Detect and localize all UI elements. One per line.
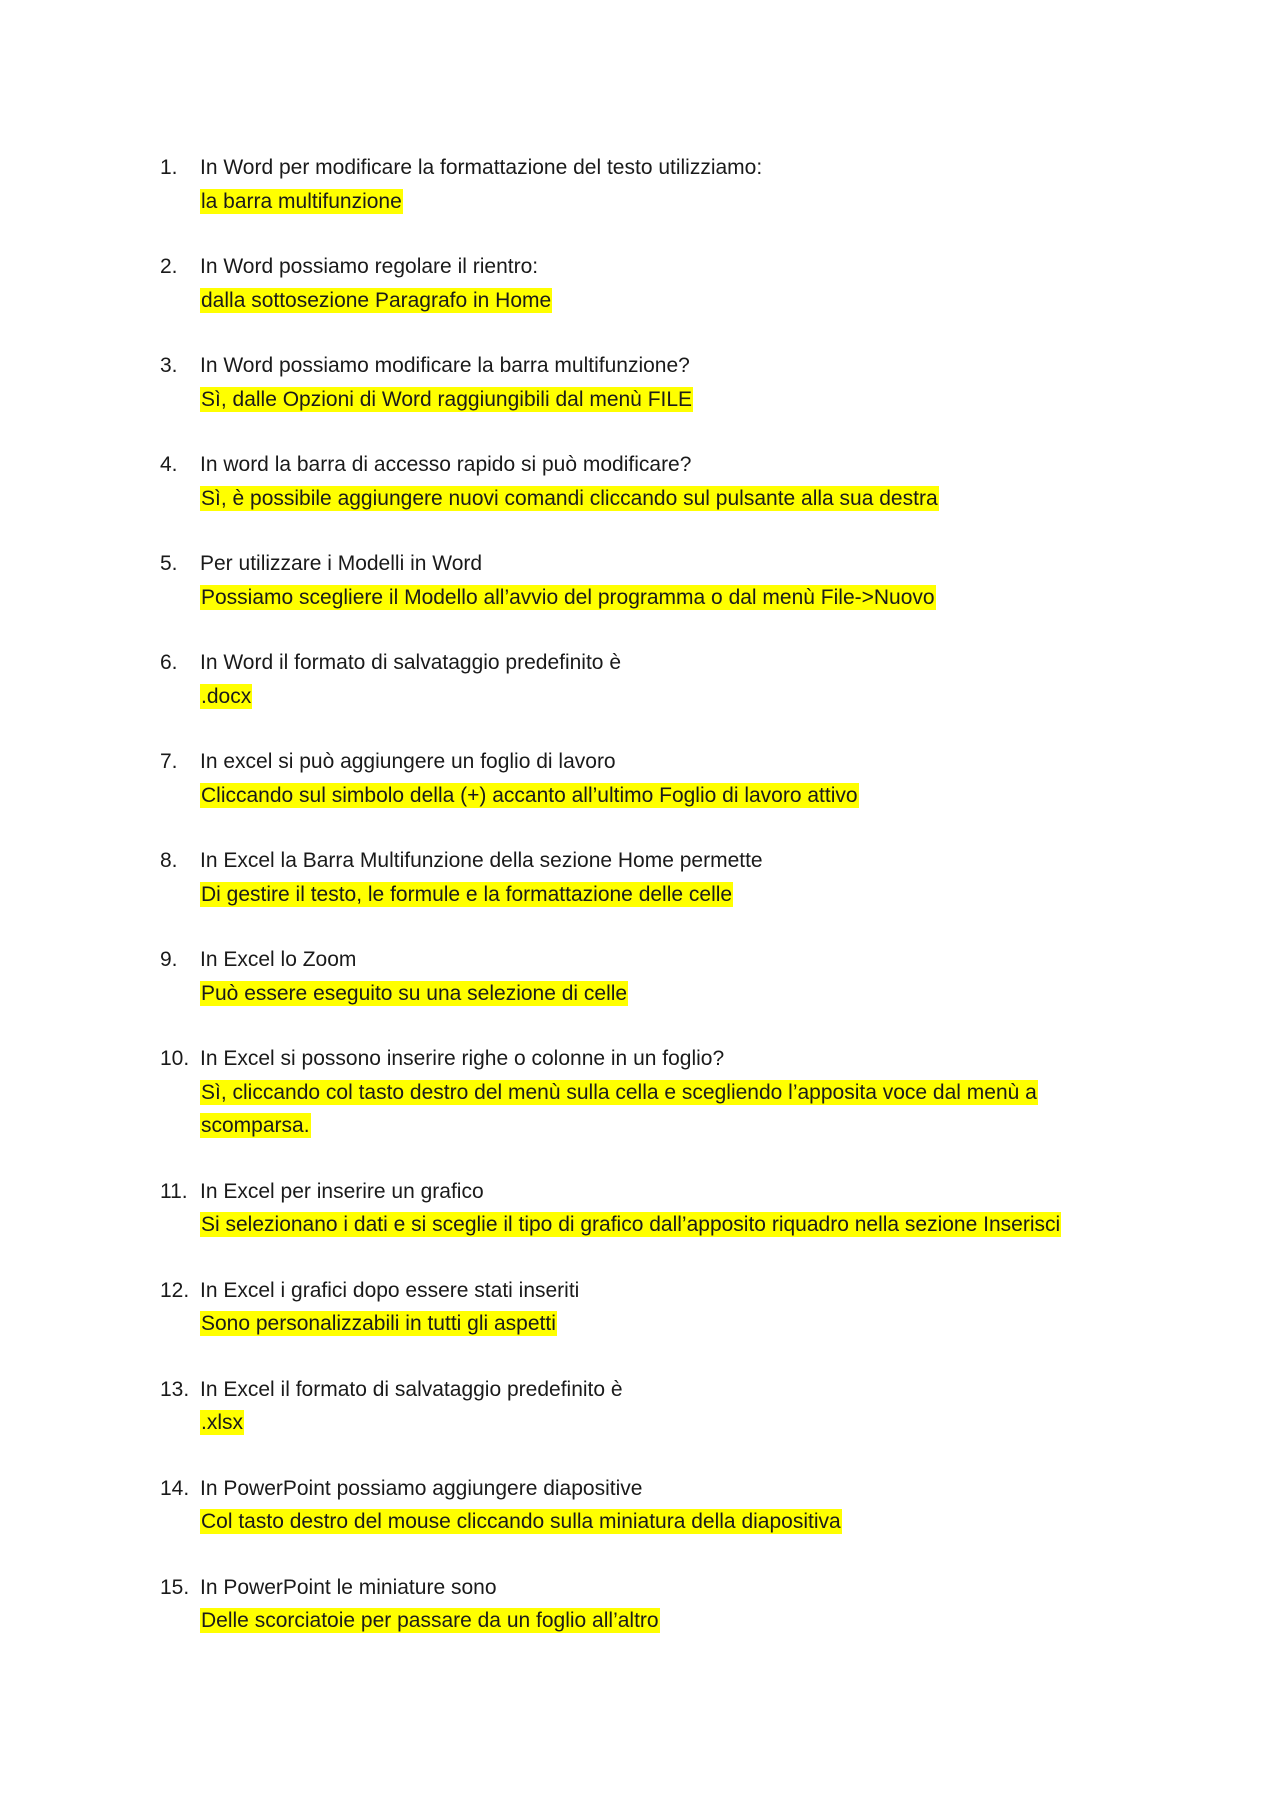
answer-line [200, 383, 1120, 417]
question-text: In Word possiamo modificare la barra multifunzione? [200, 354, 690, 377]
item-number: 2. [160, 255, 178, 278]
answer-line [200, 581, 1120, 615]
qa-item-8 [160, 844, 1120, 911]
question-text: In excel si può aggiungere un foglio di lavoro [200, 750, 616, 773]
item-number: 1. [160, 156, 178, 179]
qa-item-15 [160, 1571, 1120, 1638]
answer-line [200, 1604, 1120, 1638]
item-number: 12. [160, 1278, 190, 1302]
qa-item-9 [160, 943, 1120, 1010]
answer-highlight: Di gestire il testo, le formule e la formattazione delle celle [201, 882, 733, 906]
item-number: 9. [160, 948, 178, 971]
answer-highlight: Sono personalizzabili in tutti gli aspetti [201, 1312, 556, 1335]
qa-item-3 [160, 349, 1120, 416]
answer-line [200, 680, 1120, 714]
qa-item-7 [160, 745, 1120, 812]
question-text: In Word per modificare la formattazione del testo utilizziamo: [200, 156, 763, 179]
question-text: In PowerPoint le miniature sono [200, 1575, 497, 1599]
answer-highlight: Sì, è possibile aggiungere nuovi comandi cliccando sul pulsante alla sua destra [201, 486, 938, 510]
item-number: 10. [160, 1047, 190, 1070]
answer-highlight: Sì, cliccando col tasto destro del menù sulla cella e scegliendo l’apposita voce dal menù a scomparsa. [201, 1080, 1037, 1137]
answer-highlight: Si selezionano i dati e si sceglie il tipo di grafico dall’apposito riquadro nella sezione Inserisci [201, 1213, 1061, 1236]
qa-item-12 [160, 1274, 1120, 1341]
question-text: In PowerPoint possiamo aggiungere diapositive [200, 1476, 643, 1500]
item-number: 15. [160, 1575, 190, 1599]
answer-highlight: la barra multifunzione [201, 189, 402, 213]
item-number: 8. [160, 849, 178, 872]
question-text: In Excel i grafici dopo essere stati inseriti [200, 1278, 580, 1302]
question-text: In Excel la Barra Multifunzione della sezione Home permette [200, 849, 763, 872]
answer-line [200, 1505, 1120, 1539]
question-text: In Excel il formato di salvataggio predefinito è [200, 1377, 623, 1401]
qa-item-14 [160, 1472, 1120, 1539]
answer-highlight: Possiamo scegliere il Modello all’avvio del programma o dal menù File->Nuovo [201, 585, 935, 609]
answer-line [200, 482, 1120, 516]
answer-line [200, 1307, 1120, 1341]
answer-line [200, 1076, 1120, 1143]
answer-line [200, 779, 1120, 813]
question-text: Per utilizzare i Modelli in Word [200, 552, 483, 575]
answer-highlight: Delle scorciatoie per passare da un foglio all’altro [201, 1609, 659, 1632]
answer-highlight: .docx [201, 684, 252, 708]
answer-line [200, 185, 1120, 219]
item-number: 5. [160, 552, 178, 575]
item-number: 4. [160, 453, 178, 476]
answer-highlight: Cliccando sul simbolo della (+) accanto all’ultimo Foglio di lavoro attivo [201, 783, 858, 807]
item-number: 7. [160, 750, 178, 773]
qa-item-2 [160, 250, 1120, 317]
answer-highlight: dalla sottosezione Paragrafo in Home [201, 288, 552, 312]
question-text: In word la barra di accesso rapido si può modificare? [200, 453, 692, 476]
answer-highlight: Sì, dalle Opzioni di Word raggiungibili dal menù FILE [201, 387, 693, 411]
item-number: 6. [160, 651, 178, 674]
qa-item-1 [160, 151, 1120, 218]
answer-line [200, 1208, 1120, 1242]
question-text: In Excel si possono inserire righe o colonne in un foglio? [200, 1047, 725, 1070]
qa-item-11 [160, 1175, 1120, 1242]
answer-highlight: .xlsx [201, 1411, 243, 1434]
qa-item-5 [160, 547, 1120, 614]
item-number: 13. [160, 1377, 190, 1401]
answer-line [200, 977, 1120, 1011]
question-text: In Word possiamo regolare il rientro: [200, 255, 539, 278]
question-text: In Excel per inserire un grafico [200, 1179, 484, 1203]
question-text: In Word il formato di salvataggio predefinito è [200, 651, 622, 674]
item-number: 11. [160, 1179, 188, 1203]
answer-highlight: Col tasto destro del mouse cliccando sulla miniatura della diapositiva [201, 1510, 841, 1533]
item-number: 14. [160, 1476, 190, 1500]
qa-item-4 [160, 448, 1120, 515]
qa-item-10 [160, 1042, 1120, 1143]
answer-line [200, 284, 1120, 318]
qa-item-13 [160, 1373, 1120, 1440]
question-answer-list [160, 151, 1120, 1670]
answer-line [200, 878, 1120, 912]
answer-line [200, 1406, 1120, 1440]
question-text: In Excel lo Zoom [200, 948, 357, 971]
answer-highlight: Può essere eseguito su una selezione di celle [201, 981, 628, 1005]
item-number: 3. [160, 354, 178, 377]
qa-item-6 [160, 646, 1120, 713]
